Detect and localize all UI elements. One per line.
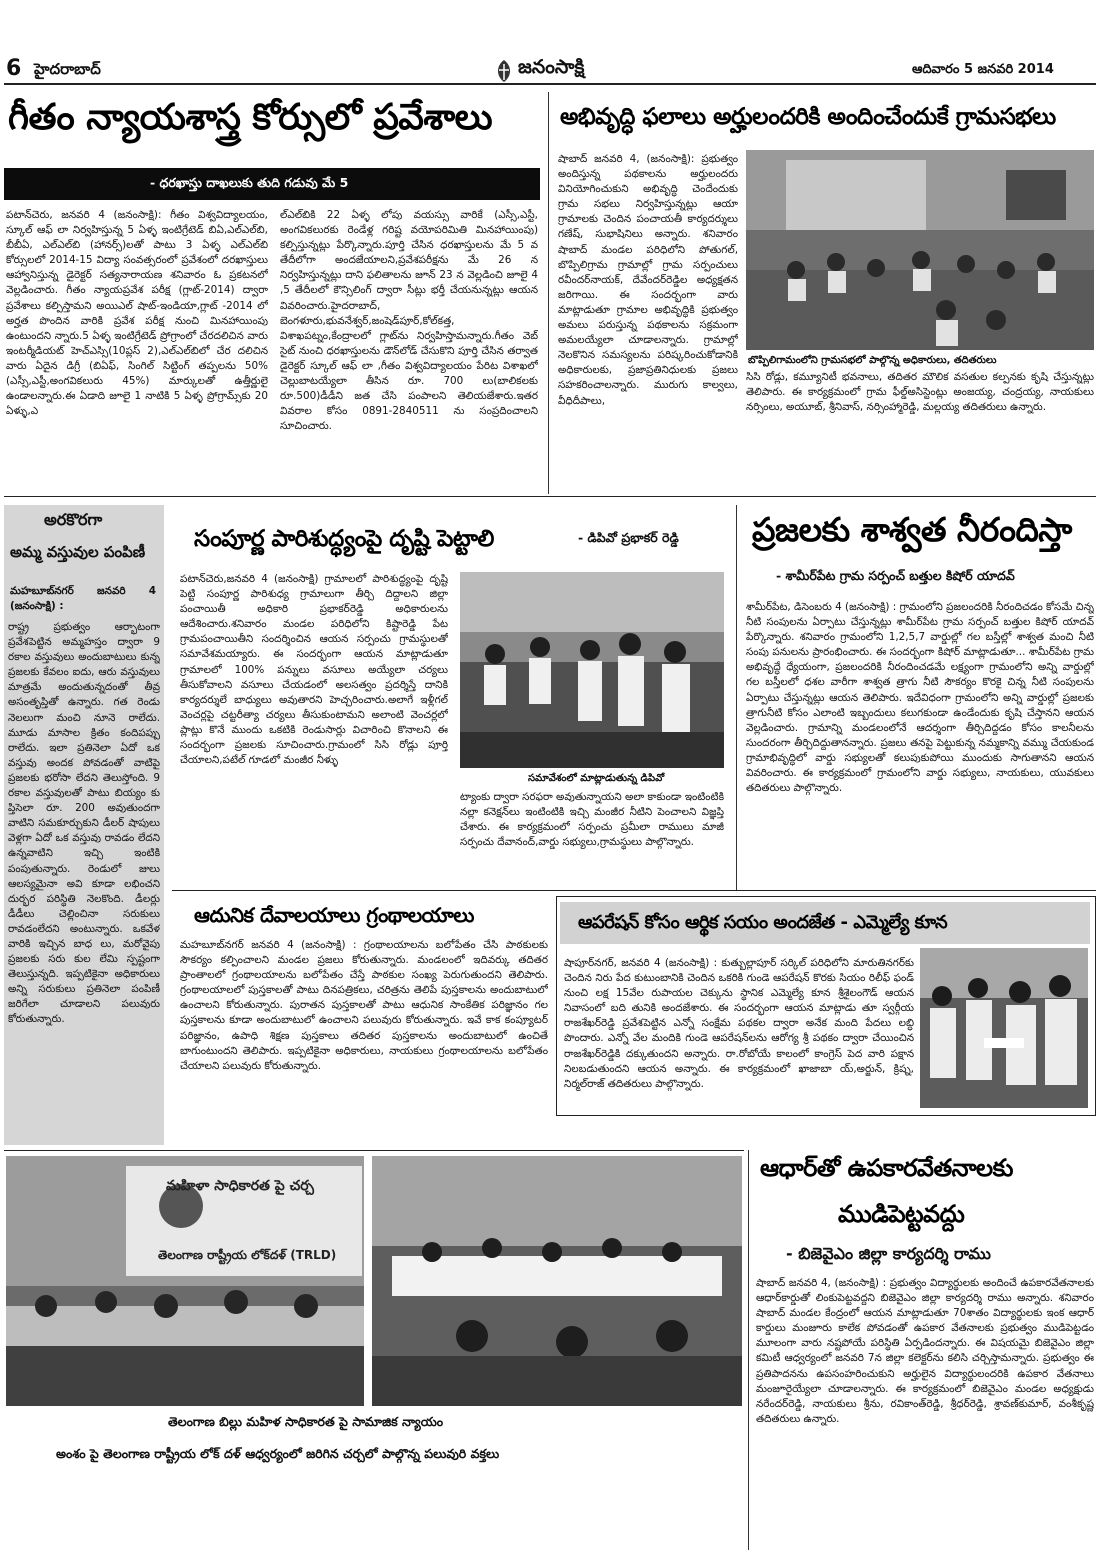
gramasabha-headline: అభివృద్ధి ఫలాలు అర్హులందరికి అందించేందుకే గ్రామసభలు <box>560 104 1056 130</box>
water-body: శామీర్‌పేట, డిసెంబరు 4 (జనంసాక్షి) : గ్రామంలోని ప్రజలందరికి నీరందిచడం కోసమే చిన్న నీటి సంపులను ఏర్పాటు చేస్తున్నట్లు శామీర్‌పేట గ్రామ సర్పంచ్ బత్తుల కిషోర్ యాదవ్ పేర్కొన్నారు. శనివారం గ్రామంలోని 1,2,5,7 వార్డుల్లో గల బస్తీల్లో శాశ్వత మంచి నీటి సంపు పనులను ప్రారంభించారు. ఈ సందర్భంగా కిషోర్ మాట్లాడుతూ... శామీర్‌పేట గ్రామ అభివృద్ధే ధ్యేయంగా, ప్రజలందరికి నీరందించడమే లక్ష్యంగా గ్రామంలోని అన్ని వార్డుల్లో గల బస్తీలలో ధశల వారీగా శాశ్వత త్రాగు నీటి సౌకర్యం కొరకై చిన్న నీటి సంపులను ఏర్పాటు చేస్తున్నట్లు ఆయన తెలిపారు. ఇదేవిధంగా గ్రామంలోని అన్ని వార్డుల్లో ప్రజలకు త్రాగునీటి కోసం ఎలాంటి ఇబ్బందులు కలుగకుండా ఉండేందుకు కృషి చేస్తానని ఆయన వెల్లడించారు. గ్రామాన్ని మండలంలోనే ఆదర్శంగా తీర్చిదిద్దడం కోసం కాలనీలను సుందరంగా తీర్చిదిద్దుతానన్నారు. ప్రజలు తనపై పెట్టుకున్న నమ్మకాన్ని వమ్ము చేయకుండ గ్రామాభివృద్ధిలో వార్డు సభ్యులతో కలుపుకుపోయి ముందుకు సాగుతానని ఆయన వివరించారు. ఈ కార్యక్రమంలో గ్రామంలోని వార్డు సభ్యులు, నాయకులు, యువకులు తదితరులు పాల్గొన్నారు. <box>746 601 1094 795</box>
aadhaar-headline-2: ముడిపెట్టవద్దు <box>838 1200 965 1228</box>
masthead-section: హైదరాబాద్ <box>34 60 101 78</box>
gitam-deck-bar <box>4 168 540 200</box>
sanitation-photo <box>460 572 724 768</box>
aadhaar-body: షాబాద్ జనవరి 4, (జనంసాక్షి) : ప్రభుత్వం విద్యార్థులకు అందించే ఉపకారవేతనాలకు ఆధార్‌కార్డుతో లింకుపెట్టవద్దని బిజెవైఎం జిల్లా కార్యదర్శి రాము అన్నారు. శనివారం షాబాద్ మండల కేంద్రంలో ఆయన మాట్లాడుతూ 70శాతం విద్యార్థులకు ఇంక ఆధార్ కార్డులు మంజూరు కాలేక పోవడంతో ఉపకార వేతనాలకు ప్రభుత్వం ముడిపెట్టడం మూలంగా వారు నష్టపోయే పరిస్థితి ఏర్పడిందన్నారు. ఈ విషయమై బిజెవైఎం జిల్లా కమిటీ ఆధ్వర్యంలో జనవరి 7న జిల్లా కలెక్టర్‌ను కలిసి చర్చిస్తామన్నారు. ప్రభుత్వం ఈ ప్రతిపాదనను ఉపసంహరించుకుని అర్హులైన విద్యార్థులందరికి ఉపకార వేతనాలు మంజూరైయ్యేలా చూడాలన్నారు. ఈ కార్యక్రమంలో బిజెవైఎం మండల అధ్యక్షుడు నరేందర్‌రెడ్డి, నాయకులు శ్రీను, రవికాంత్‌రెడ్డి, శ్రీధర్‌రెడ్డి, శ్రావణ్‌కుమార్, వంశీకృష్ణ తదితరులు ఉన్నారు. <box>756 1277 1094 1425</box>
sanitation-byline: - డిపివో ప్రభాకర్ రెడ్డి <box>578 530 679 545</box>
gitam-col-2: ల్ఎల్‌బికి 22 ఏళ్ళ లోపు వయస్సు వారికే (ఎస్సీ,ఎస్టీ, అంగవికలురకు రెండేళ్ల గరిష్ట వయోపరిమితి మినహాయింపు) కల్పిస్తున్నట్లు పేర్కొన్నారు.పూర్తి చేసిన ధరఖాస్తులను మే 5 వ తేదీలోగా అందజేయాలని,ప్రవేశపరీక్షను మే 26 న నిర్వహిస్తున్నట్లు దాని ఫలితాలను జూన్ 23 న వెల్లడించి జూలై 4 ,5 తేదీలలో కౌన్సిలింగ్ ద్వారా సీట్లు భర్తీ చేయనున్నట్లు ఆయన వివరించారు.హైదరాబాద్, బెంగళూరు,భువనేశ్వర్,జంషెడ్‌పూర్,కోల్‌కత్త, విశాఖపట్నం,కేంద్రాలలో గ్లాట్‌ను నిర్వహిస్తామన్నారు.గీతం వెబ్ సైట్ నుంచి ధరఖాస్తులను డౌన్‌లోడ్ చేసుకొని పూర్తి చేసిన తర్వాత డైరెక్టర్ స్కూల్ ఆఫ్ లా ,గీతం విశ్వవిద్యాలయం పేరిట విశాఖలో చెల్లుబాటయ్యేలా తీసిన రూ. 700 లు(బాలికలకు రూ.500)డీడీని జత చేసి పంపాలని తెలియజేశారు.ఇతర వివరాల కోసం 0891-2840511 ను సంప్రదించాలని సూచించారు. <box>280 209 538 433</box>
masthead-logo <box>492 56 607 86</box>
rule-row-2 <box>172 890 1096 891</box>
gramasabha-caption: బొప్పిలిగామంలోని గ్రామసభలో పాల్గొన్న అధికారులు, తదితరులు <box>748 355 997 366</box>
divider-mid <box>736 505 737 890</box>
divider-top <box>548 92 549 494</box>
sanitation-col-2: ట్యాంకు ద్వారా సరఫరా అవుతున్నాయని అలా కాకుండా ఇంటింటికి నల్లా కనెక్షన్‌లు ఇంటింటికి ఇచ్చి మంజీర నీటిని పెంచాలని విజ్ఞప్తి చేశారు. ఈ కార్యక్రమంలో సర్పంచు ప్రమీలా రాములు మాజీ సర్పంచు దేవానంద్,వార్డు సభ్యులు,గ్రామస్థులు పాల్గొన్నారు. <box>460 791 724 849</box>
sanitation-caption: సమావేశంలో మాట్లాడుతున్న డిపివో <box>528 773 665 784</box>
gramasabha-right-col: సిసి రోడ్లు, కమ్యూనిటీ భవనాలు, తదితర మౌలిక వసతుల కల్పనకు కృషి చేస్తున్నట్లు తెలిపారు. ఈ కార్యక్రమంలో గ్రామ ఫీల్డ్‌అసిస్టెంట్లు అంజయ్య, చంద్రయ్య, నాయకులు నర్సింలు, అయూబ్, శ్రీనివాస్, నర్సింహ్మారెడ్డి, మల్లయ్య తదితరులు ఉన్నారు. <box>746 371 1094 414</box>
library-body: మహబూబ్‌నగర్ జనవరి 4 (జనంసాక్షి) : గ్రంథాలయాలను బలోపేతం చేసి పాఠకులకు సౌకర్యం కల్పించాలని మండల ప్రజలు కోరుతున్నారు. మండలంలో ఇదివర్కు తదితర ప్రాంతాలలో గ్రంథాలయాలను బలోపేతం చేస్తే పాఠకుల సంఖ్య పెరుగుతుందని తెలిపారు. గ్రంథాలయాలలో పుస్తకాలతో పాటు దినపత్రికలు, చరిత్రను తెలిపే పుస్తకాలను అందుబాటులో ఉంచాలని కోరుతున్నారు. పురాతన పుస్తకాలతో పాటు ఆధునిక సాంకేతిక పరిజ్ఞానం గల పుస్తకాలను కూడా అందుబాటులో ఉంచాలని పలువురు కోరుతున్నారు. ఇవే కాక కంప్యూటర్ పరిజ్ఞానం, ఉపాధి శిక్షణ పుస్తకాలు తదితర పుస్తకాలను అందుబాటులో ఉంచితే బాగుంటుందని తెలిపారు. ఇప్పటికైనా అధికారులు, నాయకులు గ్రంథాలయాలను బలోపేతం చేయాలని పలువురు కోరుతున్నారు. <box>180 939 548 1072</box>
amma-body: రాష్ట్ర ప్రభుత్వం ఆర్భాటంగా ప్రవేశపెట్టిన అమ్మహస్తం ద్వారా 9 రకాల వస్తువులు అందుబాటులు కున్న ప్రజలకు కేవలం ఐదు, ఆరు వస్తువులు మాత్రమే అందుతున్నదంతో తీవ్ర అసంతృప్తితో ఉన్నారు. గత రెండు నెలలుగా మంచి నూనె రాలేదు. మూడు మాసాల క్రితం కందిపప్పు రాలేదు. ఇలా ప్రతినెలా ఏదో ఒక వస్తువు అందక పోవడంతో వాటిపై ప్రజలకు భరోసా లేదని తెలుస్తోంది. 9 రకాల వస్తువులతో పాటు బియ్యం కు ప్తిసెలా రూ. 200 అవుతుందగా వాటిని సమకూర్చుకుని డీలర్ షాపులు వెళ్లగా ఏదో ఒక వస్తువు రావడం లేదని ఉన్నవాటిని ఇచ్చి ఇంటికి పంపుతున్నారు. రెండులో జులు ఆలస్యమైనా అవి కూడా లభించని దుర్భర పరిస్థితి నెలకొంది. డీలర్లు డీడీలు చెల్లించినా సరుకులు రావడంలేదని అంటున్నారు. ఒకవేళ వారికి ఇచ్చిన బాధ లు, మరోవైపు ప్రజలకు సరు కుల లేమి స్పష్టంగా తెలుస్తున్నది. ఇప్పటికైనా అధికారులు అన్ని సరుకులు ప్రతినెలా పంపిణీ జరిగేలా చూడాలని పలువురు కోరుతున్నారు. <box>8 621 160 1026</box>
amma-dateline: మహబూబ్‌నగర్ జనవరి 4 (జనంసాక్షి) : <box>10 585 156 613</box>
aadhaar-byline: - బిజెవైఎం జిల్లా కార్యదర్శి రాము <box>786 1244 991 1263</box>
mla-headline: ఆపరేషన్ కోసం ఆర్థిక సయం అందజేత - ఎమ్మెల్యే కూన <box>578 912 948 933</box>
feature-photo-right <box>372 1156 742 1406</box>
logo-icon <box>492 58 516 84</box>
amma-headline: అమ్మ వస్తువుల పంపిణీ <box>10 543 146 561</box>
mla-body: షాపూర్‌నగర్, జనవరి 4 (జనంసాక్షి) : కుత్బుల్లాపూర్ సర్కిల్ పరిధిలోని మారుతినగర్‌కు చెందిన నిరు పేద కుటుంబానికి చెందిన ఒకరికి గుండె ఆపరేషన్ కొరకు సియం రిలీఫ్ ఫండ్ నుంచి లక్ష 15వేల రుపాయల చెక్కును స్థానిక ఎమ్మెల్యే కూన శ్రీశైలంగౌడ్ ఆయన నివాసంలో బది తునికి అందజేశారు. ఈ సందర్భంగా ఆయన మాట్లాడు తూ స్వర్గీయ రాజశేఖర్‌రెడ్డి ప్రవేశపెట్టిన ఎన్నో సంక్షేమ పథకల ద్వారా అనేక మంది పేదలు లబ్ధి పొందారు. ఎన్నో వేల మందికి గుండె ఆపరేషన్‌లను ఆరోగ్య శ్రీ పథకం ద్వారా చేయించిన రాజశేఖర్‌రెడ్డికి దక్కుతుందని అన్నారు. రా.రోబోయే కాలంలో కాంగ్రెస్ పెద వారి పక్షాన నిలబడుతుందని ఆయన అన్నారు. ఈ కార్యక్రమంలో ఖాజాబా య్,అర్జున్, క్రిష్న, నిర్మల్‌రాజ్ తదితరులు పాల్గొన్నారు. <box>564 957 914 1090</box>
aadhaar-headline-1: ఆధార్‌తో ఉపకారవేతనాలకు <box>760 1154 1013 1182</box>
masthead-date: ఆదివారం 5 జనవరి 2014 <box>912 62 1054 77</box>
masthead-rule <box>4 83 1096 85</box>
water-headline: ప్రజలకు శాశ్వత నీరందిస్తా <box>752 510 1072 549</box>
page-number: 6 <box>6 56 22 81</box>
feature-banner-org: తెలంగాణ రాష్ట్రీయ లోక్‌దళ్ (TRLD) <box>158 1248 337 1262</box>
gitam-headline: గీతం న్యాయశాస్త్ర కోర్సులో ప్రవేశాలు <box>8 97 493 138</box>
rule-row-3 <box>4 1150 744 1151</box>
water-byline: - శామీర్‌పేట గ్రామ సర్పంచ్ బత్తుల కిషోర్ యాదవ్ <box>776 568 1015 583</box>
sanitation-col-1: పటాన్‌చెరు,జనవరి 4 (జనంసాక్షి) గ్రామాలలో పారిశుద్ధ్యంపై దృష్టి పెట్టి సంపూర్ణ పారిశుధ్య గ్రామాలుగా తీర్చి దిద్దాలని జిల్లా పంచాయితీ అధికారి ప్రభాకర్‌రెడ్డి అధికారులను ఆదేశించారు.శనివారం మండల పరిధిలోని కిష్టారెడ్డి పేట గ్రామపంచాయితీని సందర్శించిన ఆయన సర్పంచు గ్రామస్థులతో సమావేశమయ్యారు. ఈ సందర్భంగా ఆయన మాట్లాడుతూ గ్రామాలలో 100% పన్నులు వసూలు అయ్యేలా చర్యలు తీసుకోవాలని వసూలు చేయడంలో అలసత్వం ప్రదర్శిస్తే దానికి కార్యదర్శులే బాధ్యులు అవుతారని హెచ్చరించారు.అలాగే ఇళ్లీగల్ వెంచర్లపై చట్టరీత్యా చర్యలు తీసుకుంటామని అలాంటి వెంచర్లలో ప్లాట్లు కొనే ముందు ఒకటికి రెండుసార్లు విచారించి కొనాలని ఈ సందర్భంగా ప్రజలకు సూచించారు.గ్రామంలో సిసి రోడ్లు పూర్తి చేయాలని,పటేల్ గూడలో మంజీర నీళ్ళు <box>180 573 448 767</box>
mla-photo <box>920 948 1088 1108</box>
gitam-deck: - ధరఖాస్తు దాఖలుకు తుది గడువు మే 5 <box>150 175 349 190</box>
feature-caption-line-2: అంశం పై తెలంగాణ రాష్ట్రీయ లోక్ దళ్ ఆధ్వర్యంలో జరిగిన చర్చలో పాల్గొన్న పలువురి వక్తలు <box>56 1446 500 1461</box>
gramasabha-photo <box>746 150 1094 350</box>
feature-photo-left <box>6 1156 364 1406</box>
library-headline: ఆదునిక దేవాలయాలు గ్రంథాలయాలు <box>194 903 474 927</box>
gramasabha-left-col: షాబాద్ జనవరి 4, (జనంసాక్షి): ప్రభుత్వం అందిస్తున్న పథకాలను అర్హులందరు వినియోగించుకుని అభివృద్ధి చెందేందుకు గ్రామ సభలు నిర్వహిస్తున్నట్లు ఆయా గ్రామాలకు చెందిన పంచాయతీ కార్యదర్శులు గణేష్, సుభాషినిలు అన్నారు. శనివారం షాబాద్ మండల పరిధిలోని పోతుగల్, బొప్పిలిగ్రామ గ్రామాల్లో గ్రామ సర్పంచులు రవీందర్‌నాయక్, దేవేందర్‌రెడ్డిల అధ్యక్షతన జరిగాయి. ఈ సందర్భంగా వారు మాట్లాడుతూ గ్రామాల అభివృద్ధికి ప్రభుత్వం అమలు పరుస్తున్న పథకాలను సక్రమంగా అమలయ్యేలా చూడాలన్నారు. గ్రామాల్లో నెలకొనిన సమస్యలను పరిష్కరించుకోడానికి అధికారులకు, ప్రజాప్రతినిధులకు ప్రజలు సహకరించాలన్నారు. మురుగు కాల్వలు, వీధిదీపాలు, <box>558 153 738 407</box>
feature-banner-text: మహిళా సాధికారత పై చర్చ <box>166 1178 314 1194</box>
feature-caption-line-1: తెలంగాణ బిల్లు మహిళ సాధికారత పై సామాజిక న్యాయం <box>168 1414 444 1429</box>
gitam-col-1: పటాన్‌చెరు, జనవరి 4 (జనంసాక్షి): గీతం విశ్వవిద్యాలయం, స్కూల్ ఆఫ్ లా నిర్వహిస్తున్న 5 ఏళ్ళ ఇంటిగ్రేటెడ్ బిఏ,ఎల్ఎల్‌బి, బీబీఏ, ఎల్ఎల్‌బి (హానర్స్)లతో పాటు 3 ఏళ్ళ ఎల్ఎల్‌బి కోర్సులలో 2014-15 విద్యా సంవత్సరంలో ప్రవేశంలో దరఖాస్తులు ఆహ్వానిస్తున్న డైరెక్టర్ సత్యనారాయణ శనివారం ఓ ప్రకటనలో వెల్లడించారు. గీతం న్యాయప్రవేశ పరీక్ష (గ్లాట్-2014) ద్వారా ప్రవేశాలు కల్పిస్తామని అయిఎల్ షాట్-ఇండియా,గ్లాట్ -2014 లో అర్హత పొందిన వారికి ప్రవేశ పరీక్ష నుంచి మినహాయింపు ఉంటుందని న్నారు.5 ఏళ్ళ ఇంటిగ్రేటెడ్ ప్రోగ్రాంలో చేరదలిచిన వారు ఇంటర్మీడియట్ హెచ్ఎస్సి(10ప్లస్ 2),ఎల్ఎల్‌బిలో చేర దలిచిన వారు ఏదైన డిగ్రీ (బిఏ‌ఫ్, సింగిల్ సిట్టింగ్ తప్పలను 50% (ఎస్సీ,ఎస్టీ,అంగవికలురు 45%) మార్కులతో ఉత్తీర్ణులై ఉండాలన్నారు.ఈ ఏడాది జూలై 1 నాటికి 5 ఏళ్ళ ప్రోగ్రామ్స్‌కు 20 ఏళ్ళు,ఎ <box>6 209 268 418</box>
amma-kicker: అరకొరగా <box>44 510 103 529</box>
rule-row-1 <box>4 496 1096 497</box>
divider-bottom <box>748 1150 749 1550</box>
paper-name: జనంసాక్షి <box>518 56 585 78</box>
sanitation-headline: సంపూర్ణ పారిశుద్ధ్యంపై దృష్టి పెట్టాలి <box>194 526 494 552</box>
